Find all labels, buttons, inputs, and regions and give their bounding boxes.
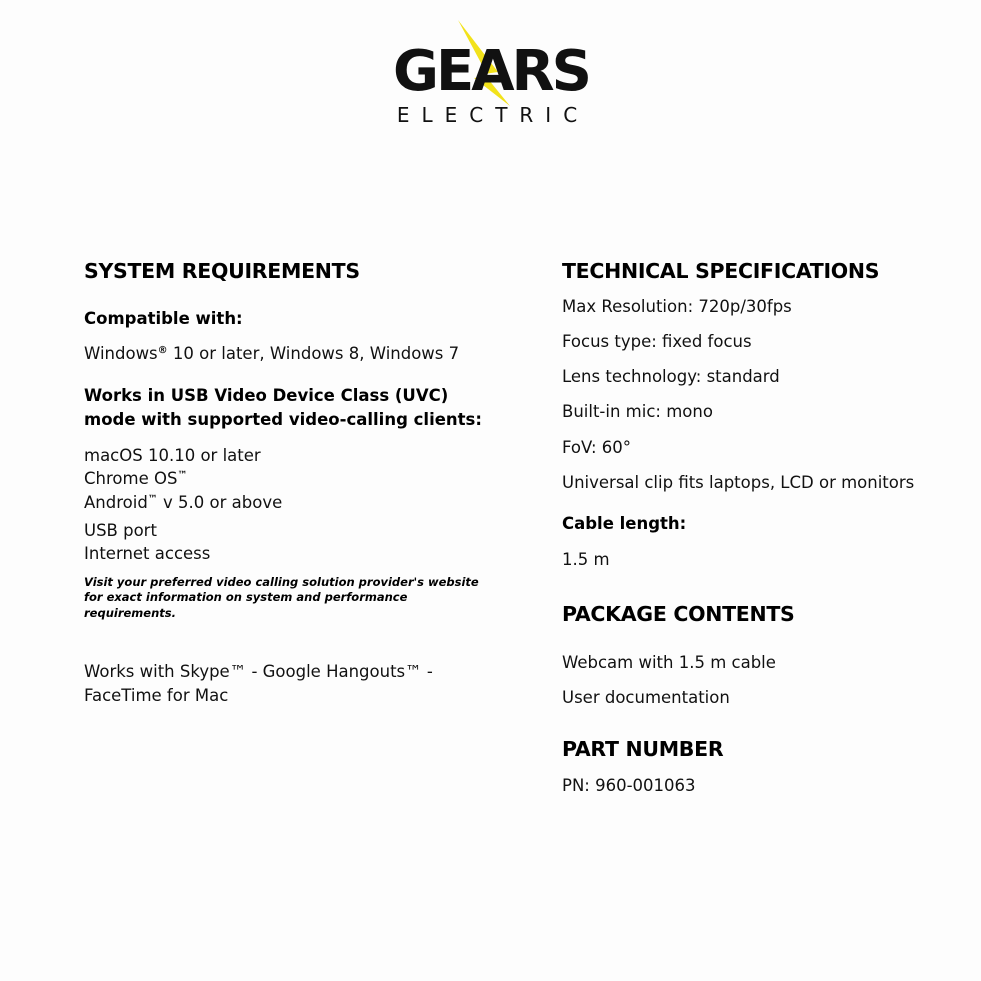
compatible-windows: Windows® 10 or later, Windows 8, Windows 7 bbox=[84, 344, 460, 363]
spec-item: Focus type: fixed focus bbox=[562, 332, 752, 351]
part-number-title: PART NUMBER bbox=[562, 737, 724, 761]
note-line-2: for exact information on system and performance bbox=[84, 590, 408, 604]
client-macos: macOS 10.10 or later bbox=[84, 446, 261, 465]
works-with-line-2: FaceTime for Mac bbox=[84, 686, 229, 705]
brand-tagline: ELECTRIC bbox=[396, 103, 590, 127]
technical-specifications-title: TECHNICAL SPECIFICATIONS bbox=[562, 259, 880, 283]
uvc-line-2: mode with supported video-calling clients: bbox=[84, 410, 482, 429]
package-contents-title: PACKAGE CONTENTS bbox=[562, 602, 795, 626]
part-number-value: PN: 960-001063 bbox=[562, 776, 696, 795]
client-chrome-os: Chrome OS™ bbox=[84, 469, 188, 488]
gears-electric-logo bbox=[366, 18, 616, 130]
uvc-line-1: Works in USB Video Device Class (UVC) bbox=[84, 386, 449, 405]
compatible-label: Compatible with: bbox=[84, 309, 243, 328]
cable-length-label: Cable length: bbox=[562, 514, 687, 533]
note-line-1: Visit your preferred video calling solution provider's website bbox=[84, 575, 479, 589]
client-android: Android™ v 5.0 or above bbox=[84, 493, 283, 512]
system-requirements-title: SYSTEM REQUIREMENTS bbox=[84, 259, 360, 283]
note-line-3: requirements. bbox=[84, 606, 176, 620]
package-item: User documentation bbox=[562, 688, 730, 707]
spec-item: FoV: 60° bbox=[562, 438, 631, 457]
spec-item: Universal clip fits laptops, LCD or monitors bbox=[562, 473, 915, 492]
spec-item: Lens technology: standard bbox=[562, 367, 780, 386]
spec-item: Max Resolution: 720p/30fps bbox=[562, 297, 792, 316]
hardware-internet-access: Internet access bbox=[84, 544, 211, 563]
package-item: Webcam with 1.5 m cable bbox=[562, 653, 776, 672]
hardware-usb-port: USB port bbox=[84, 521, 157, 540]
brand-name: GEARS bbox=[392, 39, 590, 104]
spec-item: Built-in mic: mono bbox=[562, 402, 713, 421]
cable-length-value: 1.5 m bbox=[562, 550, 610, 569]
works-with-line-1: Works with Skype™ - Google Hangouts™ - bbox=[84, 662, 433, 681]
